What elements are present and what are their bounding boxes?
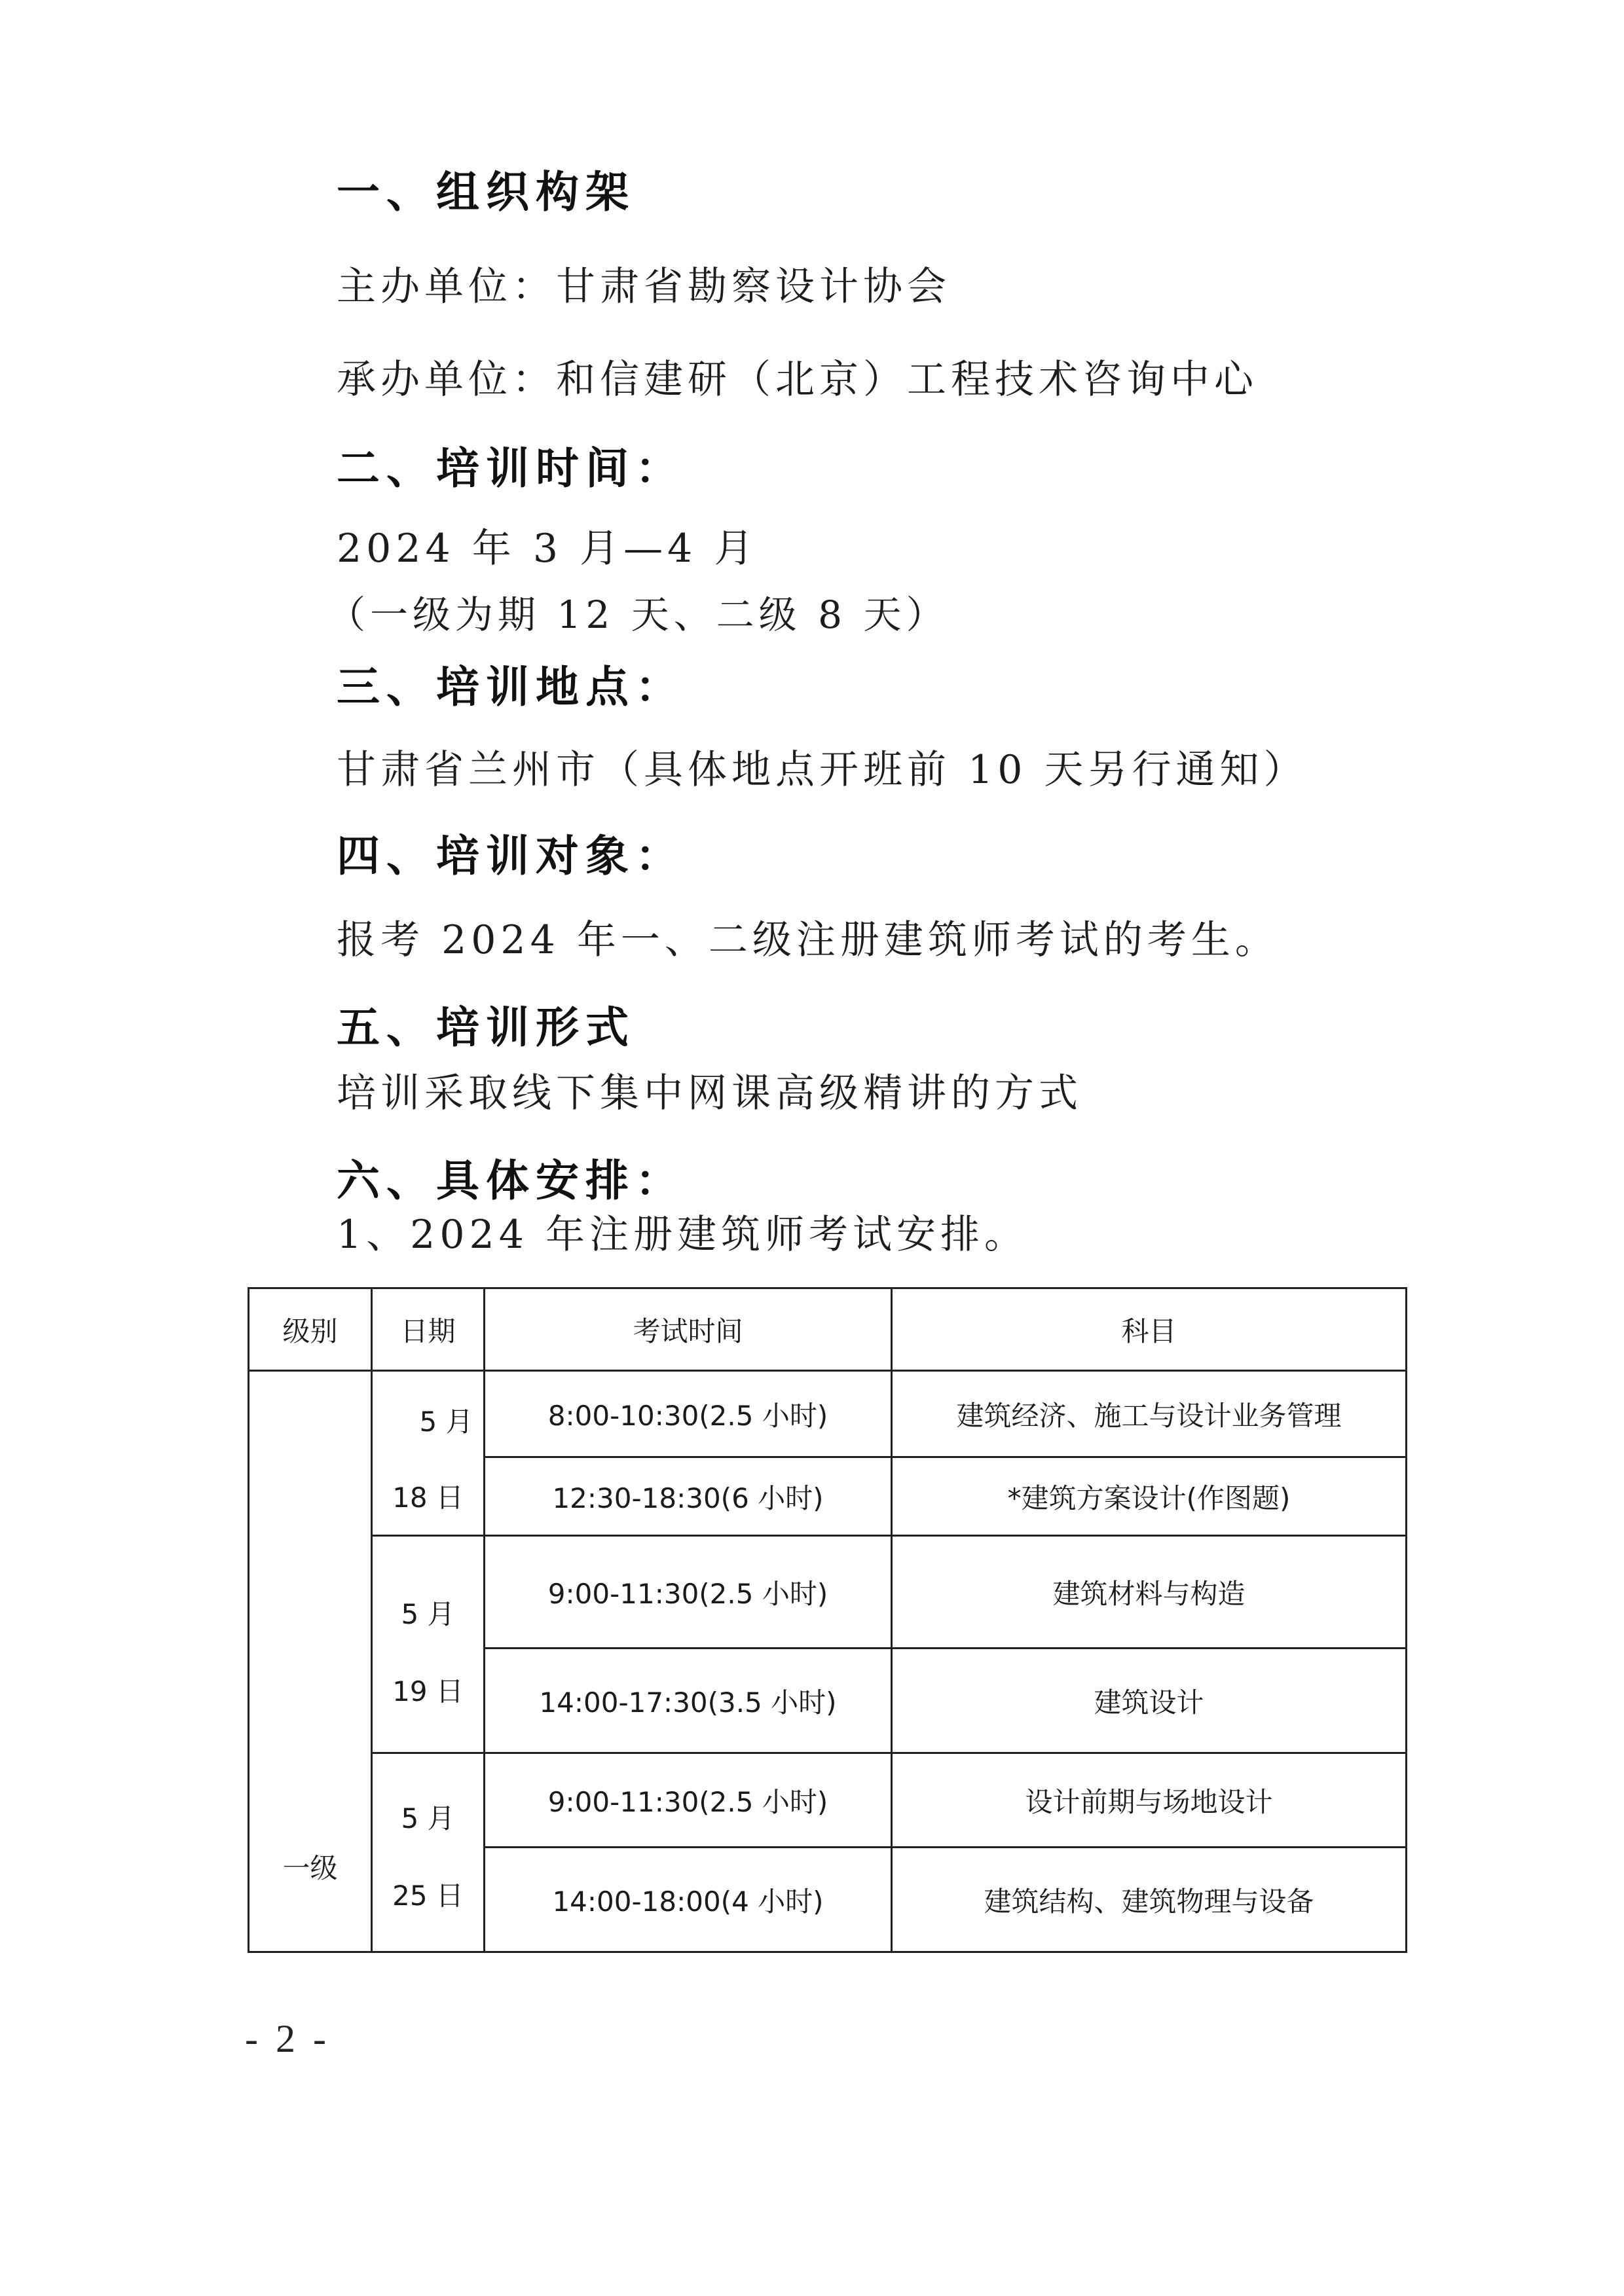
organizer-line: 承办单位：和信建研（北京）工程技术咨询中心 <box>337 357 1258 403</box>
table-header-row <box>249 1288 1407 1371</box>
date-cell <box>372 1536 485 1753</box>
table-row <box>249 1753 1407 1848</box>
training-time-line: 2024 年 3 月—4 月 <box>337 526 758 572</box>
page-number: - 2 - <box>245 2017 330 2060</box>
subject-cell: 建筑材料与构造 <box>892 1536 1407 1649</box>
section-3-heading: 三、培训地点： <box>337 661 685 712</box>
table-row <box>249 1536 1407 1649</box>
date-day: 25 日 <box>392 1880 464 1912</box>
subject-cell: 设计前期与场地设计 <box>892 1753 1407 1848</box>
date-month: 5 月 <box>419 1406 473 1438</box>
date-cell <box>372 1753 485 1952</box>
section-5-heading: 五、培训形式 <box>337 1002 635 1053</box>
exam-time-cell: 9:00-11:30(2.5 小时) <box>485 1753 892 1848</box>
training-place-line: 甘肃省兰州市（具体地点开班前 10 天另行通知） <box>337 747 1308 793</box>
date-day: 19 日 <box>392 1675 464 1707</box>
header-date: 日期 <box>372 1288 485 1371</box>
header-exam-time: 考试时间 <box>485 1288 892 1371</box>
section-2-heading: 二、培训时间： <box>337 443 685 494</box>
date-day: 18 日 <box>392 1482 464 1514</box>
exam-time-cell: 12:30-18:30(6 小时) <box>485 1457 892 1536</box>
table-row <box>249 1371 1407 1457</box>
header-subject: 科目 <box>892 1288 1407 1371</box>
header-level: 级别 <box>249 1288 372 1371</box>
section-4-heading: 四、培训对象： <box>337 830 685 881</box>
date-cell <box>372 1371 485 1536</box>
section-1-heading: 一、组织构架 <box>337 166 635 217</box>
exam-time-cell: 8:00-10:30(2.5 小时) <box>485 1371 892 1457</box>
level-cell <box>249 1371 372 1952</box>
exam-time-cell: 9:00-11:30(2.5 小时) <box>485 1536 892 1649</box>
training-target-line: 报考 2024 年一、二级注册建筑师考试的考生。 <box>337 917 1279 963</box>
subject-cell: 建筑结构、建筑物理与设备 <box>892 1848 1407 1952</box>
exam-time-cell: 14:00-18:00(4 小时) <box>485 1848 892 1952</box>
subject-cell: 建筑经济、施工与设计业务管理 <box>892 1371 1407 1457</box>
sponsor-line: 主办单位：甘肃省勘察设计协会 <box>337 264 951 310</box>
training-form-line: 培训采取线下集中网课高级精讲的方式 <box>337 1070 1082 1116</box>
level-label: 一级 <box>282 1852 338 1884</box>
exam-schedule-table <box>248 1287 1407 1953</box>
subject-cell: 建筑设计 <box>892 1649 1407 1753</box>
training-duration-line: （一级为期 12 天、二级 8 天） <box>327 592 949 637</box>
date-month: 5 月 <box>401 1598 455 1630</box>
schedule-item-1: 1、2024 年注册建筑师考试安排。 <box>337 1212 1028 1258</box>
date-month: 5 月 <box>401 1802 455 1834</box>
section-6-heading: 六、具体安排： <box>337 1155 685 1206</box>
subject-cell: *建筑方案设计(作图题) <box>892 1457 1407 1536</box>
exam-time-cell: 14:00-17:30(3.5 小时) <box>485 1649 892 1753</box>
